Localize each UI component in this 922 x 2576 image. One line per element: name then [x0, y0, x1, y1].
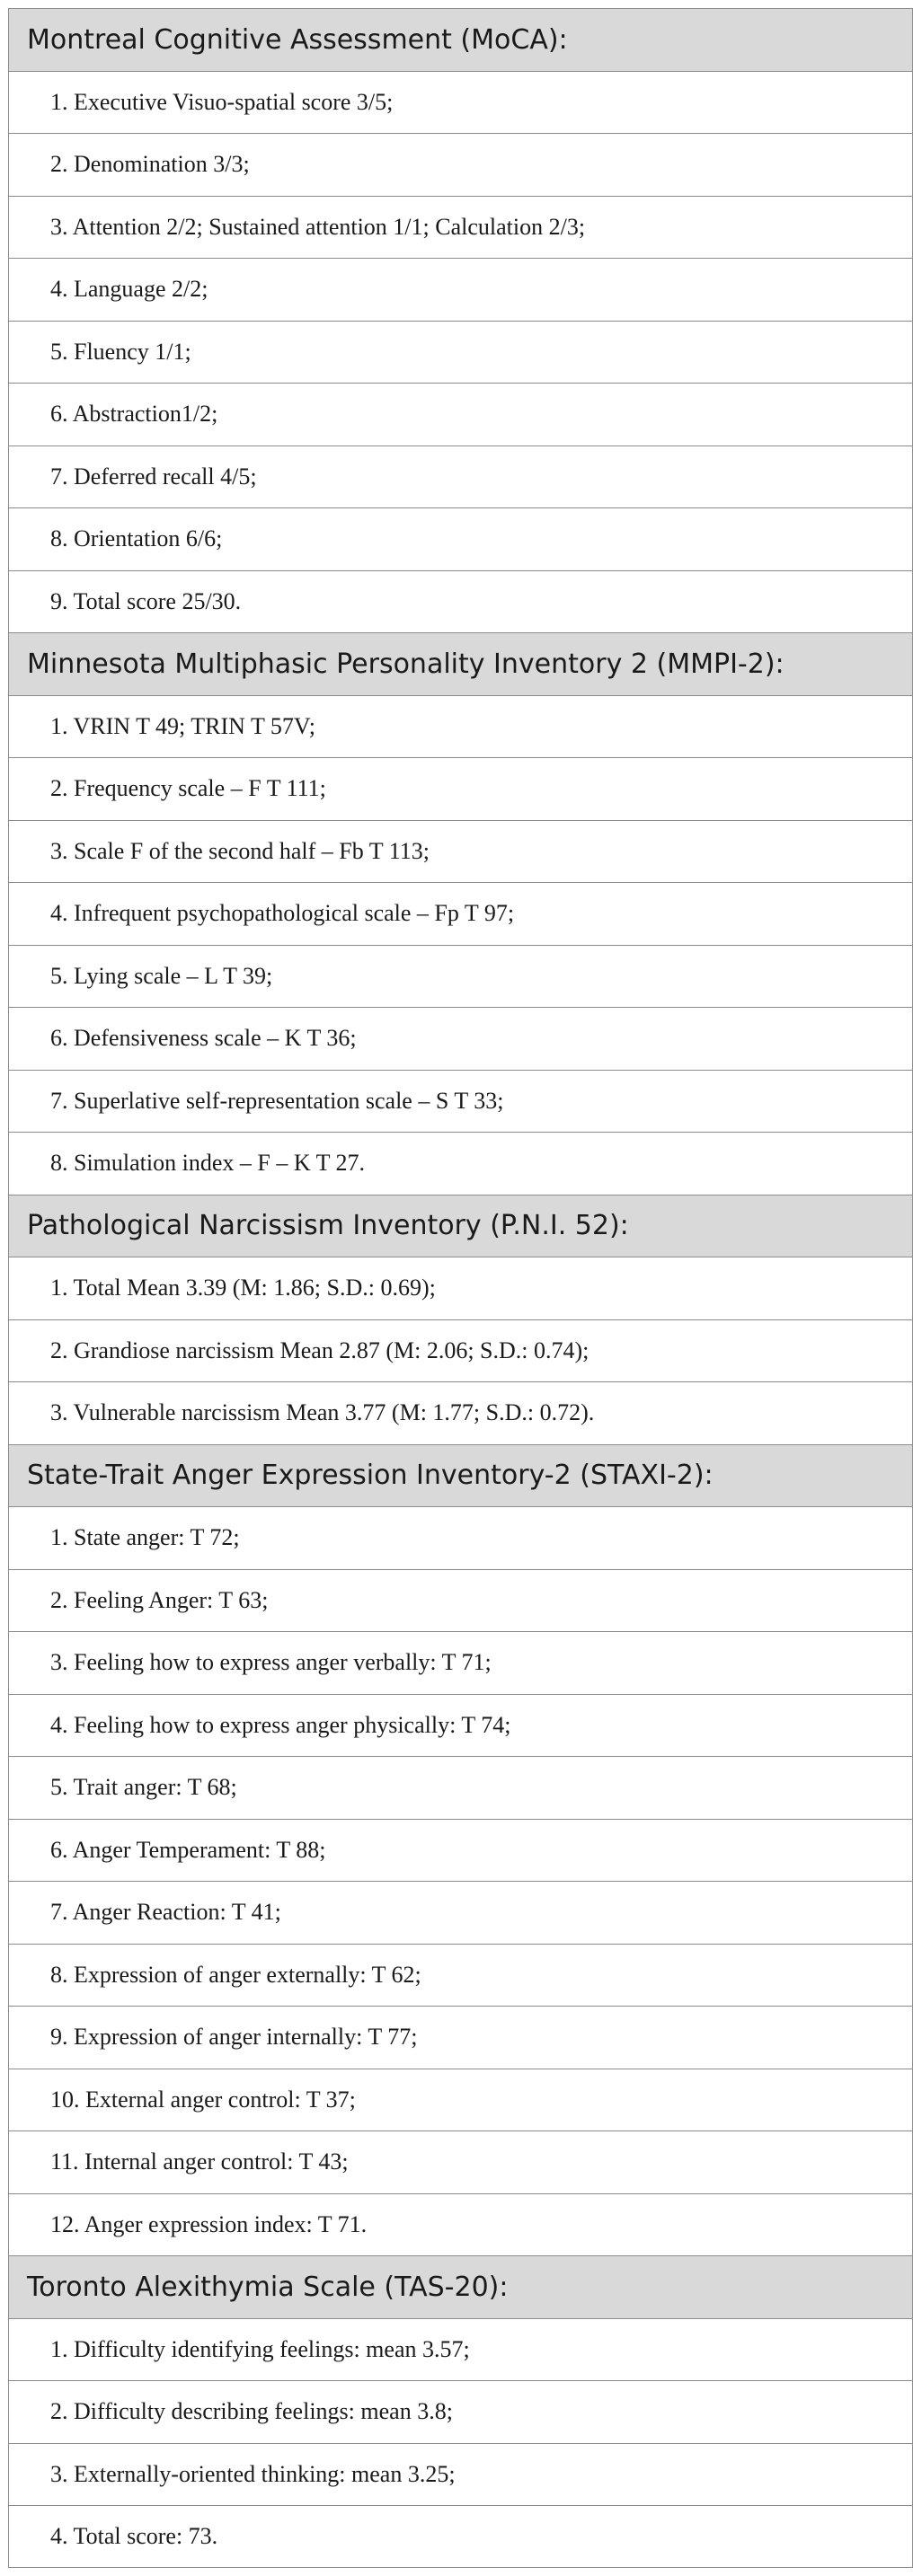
table-row: 9. Total score 25/30. — [8, 570, 913, 633]
section-header: Pathological Narcissism Inventory (P.N.I. 52): — [8, 1195, 913, 1257]
table-row: 8. Expression of anger externally: T 62; — [8, 1944, 913, 2007]
table-row: 3. Attention 2/2; Sustained attention 1/1; Calculation 2/3; — [8, 196, 913, 259]
table-row: 4. Feeling how to express anger physically: T 74; — [8, 1694, 913, 1757]
table-row: 5. Fluency 1/1; — [8, 321, 913, 384]
table-row: 4. Infrequent psychopathological scale – Fp T 97; — [8, 882, 913, 945]
table-row: 5. Lying scale – L T 39; — [8, 945, 913, 1008]
table-row: 10. External anger control: T 37; — [8, 2069, 913, 2131]
section-header: State-Trait Anger Expression Inventory-2 (STAXI-2): — [8, 1444, 913, 1507]
table-row: 3. Feeling how to express anger verbally: T 71; — [8, 1631, 913, 1694]
table-row: 1. Total Mean 3.39 (M: 1.86; S.D.: 0.69); — [8, 1257, 913, 1319]
table-row: 11. Internal anger control: T 43; — [8, 2130, 913, 2193]
table-row: 3. Externally-oriented thinking: mean 3.25; — [8, 2443, 913, 2506]
table-row: 12. Anger expression index: T 71. — [8, 2193, 913, 2256]
table-row: 2. Feeling Anger: T 63; — [8, 1569, 913, 1632]
table-row: 2. Frequency scale – F T 111; — [8, 757, 913, 820]
table-row: 7. Superlative self-representation scale – S T 33; — [8, 1070, 913, 1133]
table-row: 3. Vulnerable narcissism Mean 3.77 (M: 1.77; S.D.: 0.72). — [8, 1381, 913, 1444]
table-row: 8. Orientation 6/6; — [8, 507, 913, 570]
table-row: 1. State anger: T 72; — [8, 1506, 913, 1569]
table-row: 3. Scale F of the second half – Fb T 113; — [8, 820, 913, 883]
assessment-table — [8, 8, 913, 2568]
section-header: Toronto Alexithymia Scale (TAS-20): — [8, 2255, 913, 2318]
table-row: 1. VRIN T 49; TRIN T 57V; — [8, 695, 913, 758]
table-row: 6. Anger Temperament: T 88; — [8, 1819, 913, 1882]
table-row: 2. Denomination 3/3; — [8, 133, 913, 196]
section-header: Montreal Cognitive Assessment (MoCA): — [8, 8, 913, 71]
table-row: 4. Total score: 73. — [8, 2505, 913, 2568]
table-row: 7. Anger Reaction: T 41; — [8, 1881, 913, 1944]
table-row: 6. Abstraction1/2; — [8, 383, 913, 446]
table-row: 2. Grandiose narcissism Mean 2.87 (M: 2.06; S.D.: 0.74); — [8, 1319, 913, 1382]
table-row: 9. Expression of anger internally: T 77; — [8, 2006, 913, 2069]
table-row: 4. Language 2/2; — [8, 258, 913, 321]
table-row: 7. Deferred recall 4/5; — [8, 446, 913, 508]
table-row: 8. Simulation index – F – K T 27. — [8, 1132, 913, 1195]
table-row: 6. Defensiveness scale – K T 36; — [8, 1007, 913, 1070]
table-row: 1. Executive Visuo-spatial score 3/5; — [8, 71, 913, 134]
table-row: 2. Difficulty describing feelings: mean 3.8; — [8, 2380, 913, 2443]
table-row: 1. Difficulty identifying feelings: mean 3.57; — [8, 2318, 913, 2381]
section-header: Minnesota Multiphasic Personality Inventory 2 (MMPI-2): — [8, 632, 913, 695]
table-row: 5. Trait anger: T 68; — [8, 1756, 913, 1819]
